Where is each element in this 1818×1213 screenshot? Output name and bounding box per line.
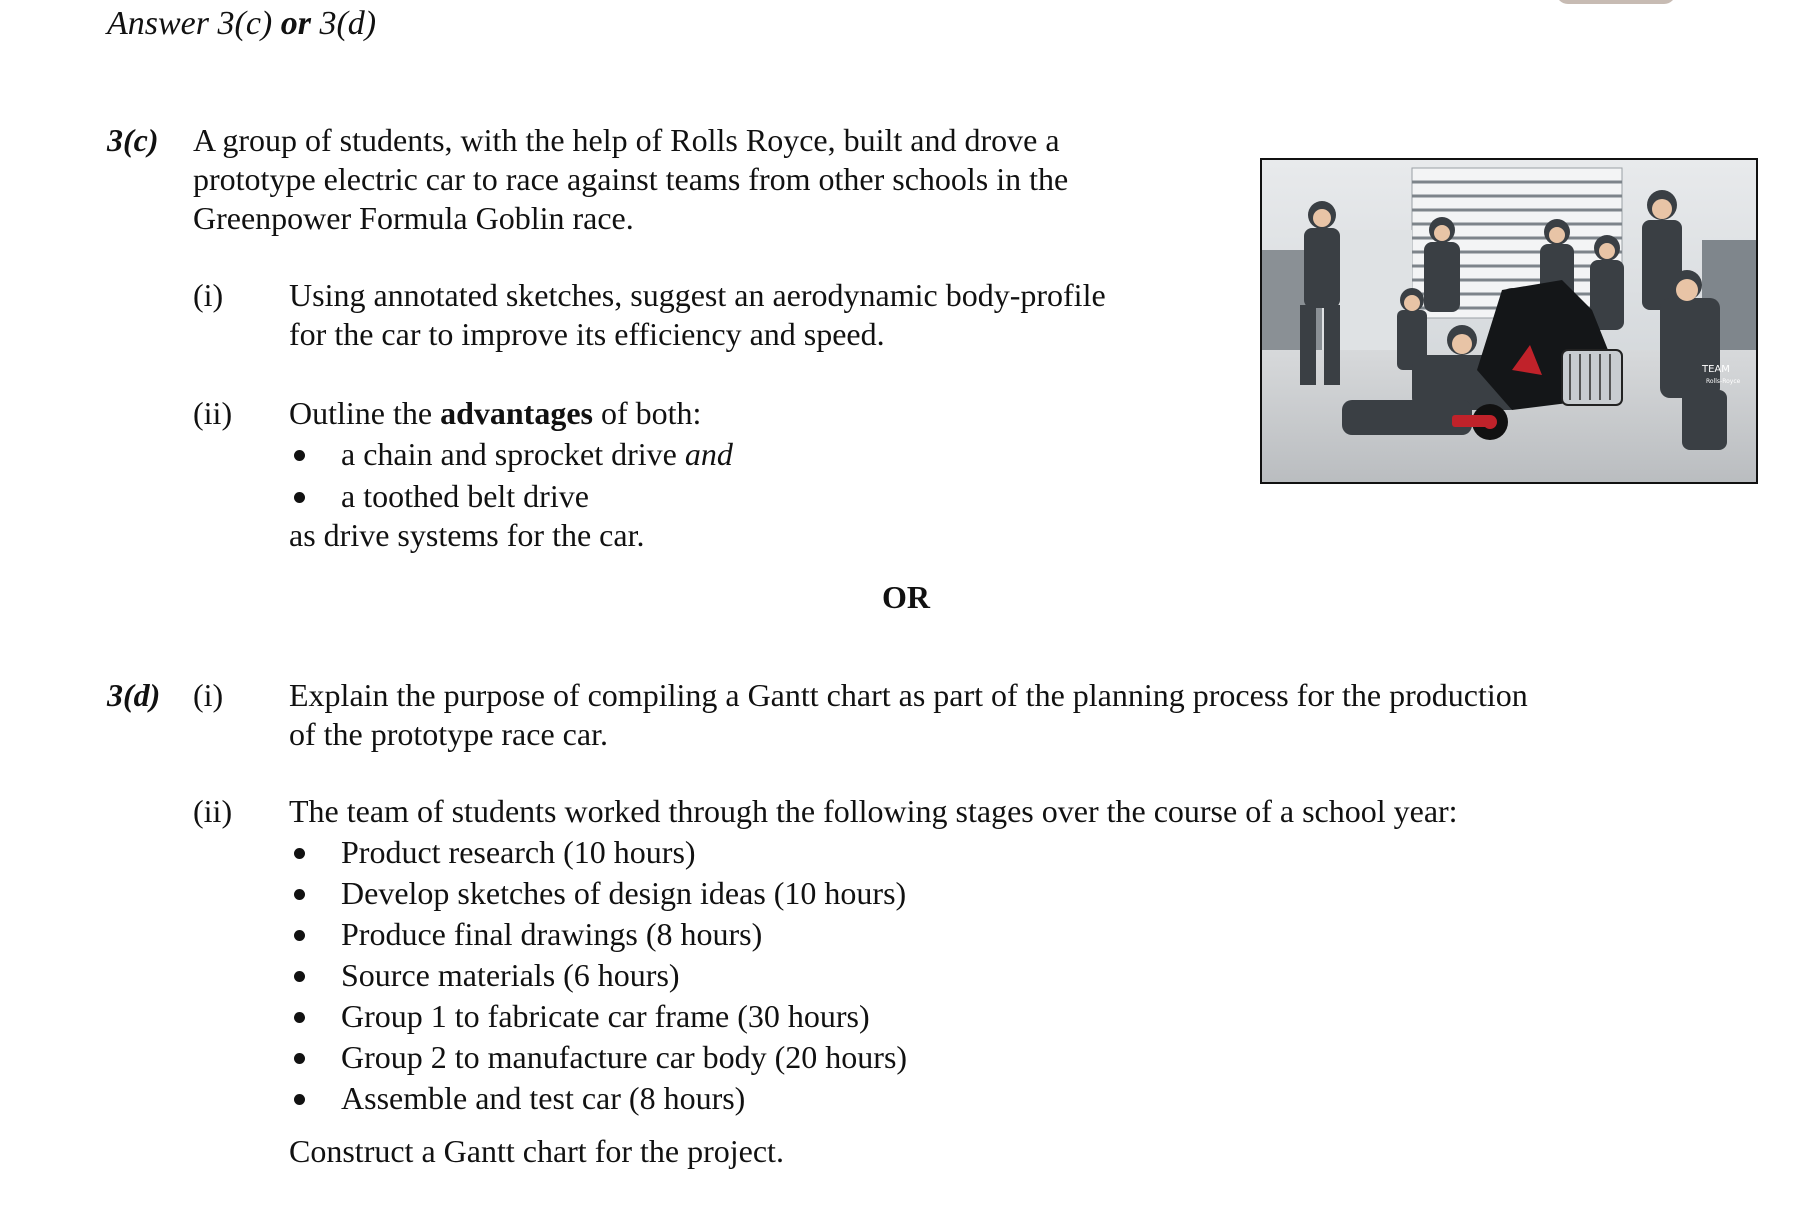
lead-text: Outline the — [289, 395, 441, 431]
stage-item: Group 1 to fabricate car frame (30 hours) — [341, 998, 870, 1034]
team-car-photo-illustration — [1262, 160, 1758, 484]
photo-team-subtext: Rolls-Royce — [1706, 378, 1741, 385]
q3c-part-ii-lead — [289, 394, 701, 432]
stage-item: Product research (10 hours) — [341, 834, 696, 870]
answer-prefix: Answer 3(c) — [107, 5, 273, 42]
bullet-icon — [294, 492, 305, 503]
bullet-icon — [294, 971, 305, 982]
q3c-intro-line-2: prototype electric car to race against teams from other schools in the — [193, 161, 1069, 197]
bullet-text: a chain and sprocket drive — [341, 436, 685, 472]
bullet-icon — [294, 1012, 305, 1023]
bullet-icon — [294, 1053, 305, 1064]
lead-text-after: of both: — [592, 395, 702, 431]
stage-item: Assemble and test car (8 hours) — [341, 1080, 746, 1116]
q3c-intro-line-3: Greenpower Formula Goblin race. — [193, 200, 634, 236]
question-number-3d: 3(d) — [107, 677, 161, 713]
q3c-part-i-label: (i) — [193, 277, 224, 313]
q3c-part-ii-closing: as drive systems for the car. — [289, 517, 645, 553]
q3c-bullet-2: a toothed belt drive — [341, 478, 589, 514]
q3d-part-ii-lead: The team of students worked through the following stages over the course of a school year: — [289, 793, 1458, 829]
team-car-photo — [1260, 158, 1758, 484]
q3d-part-i-line-1: Explain the purpose of compiling a Gantt chart as part of the planning process for the production — [289, 677, 1528, 713]
stage-item: Develop sketches of design ideas (10 hours) — [341, 875, 907, 911]
q3d-part-ii-closing: Construct a Gantt chart for the project. — [289, 1133, 784, 1169]
q3c-part-i-line-1: Using annotated sketches, suggest an aerodynamic body-profile — [289, 277, 1106, 313]
lead-bold: advantages — [440, 395, 593, 431]
page-corner-mark — [1556, 0, 1676, 4]
question-number-3c: 3(c) — [107, 122, 159, 158]
or-divider: OR — [882, 579, 930, 615]
stage-item: Produce final drawings (8 hours) — [341, 916, 763, 952]
bullet-icon — [294, 930, 305, 941]
q3c-part-i-line-2: for the car to improve its efficiency and speed. — [289, 316, 885, 352]
stage-item: Group 2 to manufacture car body (20 hours) — [341, 1039, 908, 1075]
q3c-bullet-1 — [341, 435, 733, 473]
bullet-icon — [294, 848, 305, 859]
answer-instruction — [107, 4, 376, 45]
q3d-part-i-line-2: of the prototype race car. — [289, 716, 608, 752]
q3d-part-ii-label: (ii) — [193, 793, 233, 829]
bullet-icon — [294, 1094, 305, 1105]
q3c-part-ii-label: (ii) — [193, 395, 233, 431]
answer-suffix: 3(d) — [319, 5, 377, 42]
q3d-part-i-label: (i) — [193, 677, 224, 713]
q3c-intro-line-1: A group of students, with the help of Rolls Royce, built and drove a — [193, 122, 1060, 158]
stage-item: Source materials (6 hours) — [341, 957, 680, 993]
bullet-icon — [294, 889, 305, 900]
bullet-icon — [294, 450, 305, 461]
photo-team-text: TEAM — [1702, 364, 1730, 375]
bullet-italic: and — [684, 436, 733, 472]
answer-connector: or — [280, 5, 311, 42]
